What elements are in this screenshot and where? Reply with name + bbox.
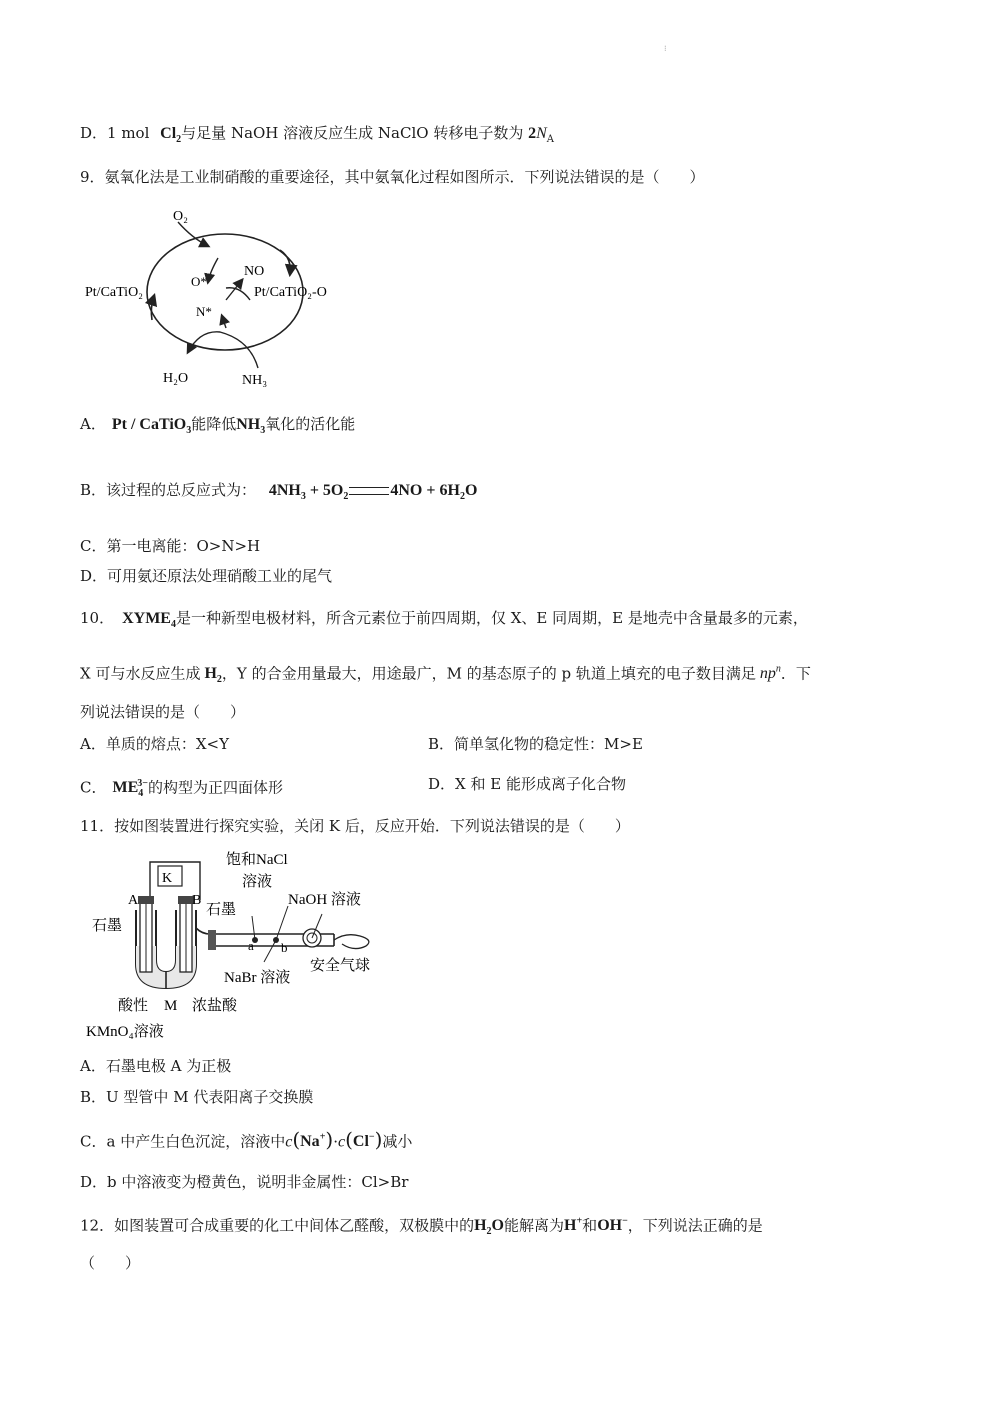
q12-stem-line1: 12．如图装置可合成重要的化工中间体乙醛酸，双极膜中的$H_2O$能解离为H+和OH−，下列说法正确的是 (80, 1216, 763, 1238)
left-catalyst-label: Pt/CaTiO₂ (85, 285, 144, 300)
q9-option-d: D．可用氨还原法处理硝酸工业的尾气 (80, 567, 333, 585)
page-marker: ⁝ (664, 44, 667, 53)
q8-option-d: D．1 mol $Cl_2$与足量 NaOH 溶液反应生成 NaClO 转移电子数为 $2N_A$ (80, 124, 555, 146)
no-label: NO (244, 264, 265, 279)
q10-stem-line1: 10． $XYME_4$是一种新型电极材料，所含元素位于前四周期，仅 X、E 同周期，E 是地壳中含量最多的元素， (80, 609, 808, 631)
q9-option-a: A． Pt / CaTiO$_3$能降低$NH_3$氧化的活化能 (80, 415, 356, 437)
q11-option-a: A．石墨电极 A 为正极 (80, 1057, 232, 1075)
o2-label: O₂ (173, 209, 188, 224)
balloon-label: 安全气球 (310, 958, 371, 974)
graphite-left-label: 石墨 (92, 918, 123, 934)
nh3-label: NH₃ (242, 373, 268, 388)
switch-k-label: K (162, 871, 173, 886)
q10-option-c: C． $ME_4^{3-}$的构型为正四面体形 (80, 778, 283, 800)
q10-option-d: D．X 和 E 能形成离子化合物 (428, 775, 626, 793)
ammonia-oxidation-diagram (80, 200, 380, 395)
q9-option-c: C．第一电离能：O>N>H (80, 537, 261, 555)
electrode-a-label: A (128, 893, 139, 908)
a-label: a (248, 938, 254, 953)
equals-sign (349, 487, 389, 495)
nacl-label-2: 溶液 (242, 874, 273, 890)
b-label: b (281, 940, 288, 955)
safety-balloon (334, 935, 369, 949)
q11-option-b: B．U 型管中 M 代表阳离子交换膜 (80, 1088, 314, 1106)
right-catalyst-label: Pt/CaTiO₂-O (254, 285, 327, 300)
q10-option-b: B．简单氢化物的稳定性：M>E (428, 735, 643, 753)
o-star-label: O* (191, 274, 207, 289)
electrolysis-apparatus-diagram (84, 848, 394, 1044)
nacl-label-1: 饱和NaCl (226, 852, 288, 868)
q11-stem: 11．按如图装置进行探究实验，关闭 K 后，反应开始．下列说法错误的是（ ） (80, 817, 630, 835)
membrane-m-label: M (164, 998, 178, 1014)
nabr-label: NaBr 溶液 (224, 970, 291, 986)
q11-option-c: C．a 中产生白色沉淀，溶液中c(Na+)·c(Cl−)减小 (80, 1127, 413, 1152)
q9-stem: 9．氨氧化法是工业制硝酸的重要途径，其中氨氧化过程如图所示．下列说法错误的是（ ） (80, 168, 705, 186)
kmno4-label: KMnO₄溶液 (86, 1024, 164, 1040)
tube-stopper (208, 930, 216, 950)
n-star-label: N* (196, 304, 212, 319)
q11-option-d: D．b 中溶液变为橙黄色，说明非金属性：Cl>Br (80, 1173, 409, 1191)
q10-stem-line3: 列说法错误的是（ ） (80, 703, 246, 721)
naoh-label: NaOH 溶液 (288, 892, 361, 908)
acidic-label: 酸性 (118, 998, 149, 1014)
graphite-right-label: 石墨 (206, 902, 237, 918)
hcl-label: 浓盐酸 (192, 998, 238, 1014)
q10-stem-line2: X 可与水反应生成 $H_2$，Y 的合金用量最大，用途最广，M 的基态原子的 p 轨道上填充的电子数目满足 $np^n$．下 (80, 664, 811, 686)
q12-stem-line2: （ ） (80, 1254, 141, 1272)
h2o-label: H₂O (163, 371, 189, 386)
q9-option-b: B．该过程的总反应式为： $4NH_3 + 5O_2$ $4NO + 6H_2O$ (80, 481, 478, 503)
q10-option-a: A．单质的熔点：X<Y (80, 735, 229, 753)
electrode-b-label: B (192, 893, 202, 908)
